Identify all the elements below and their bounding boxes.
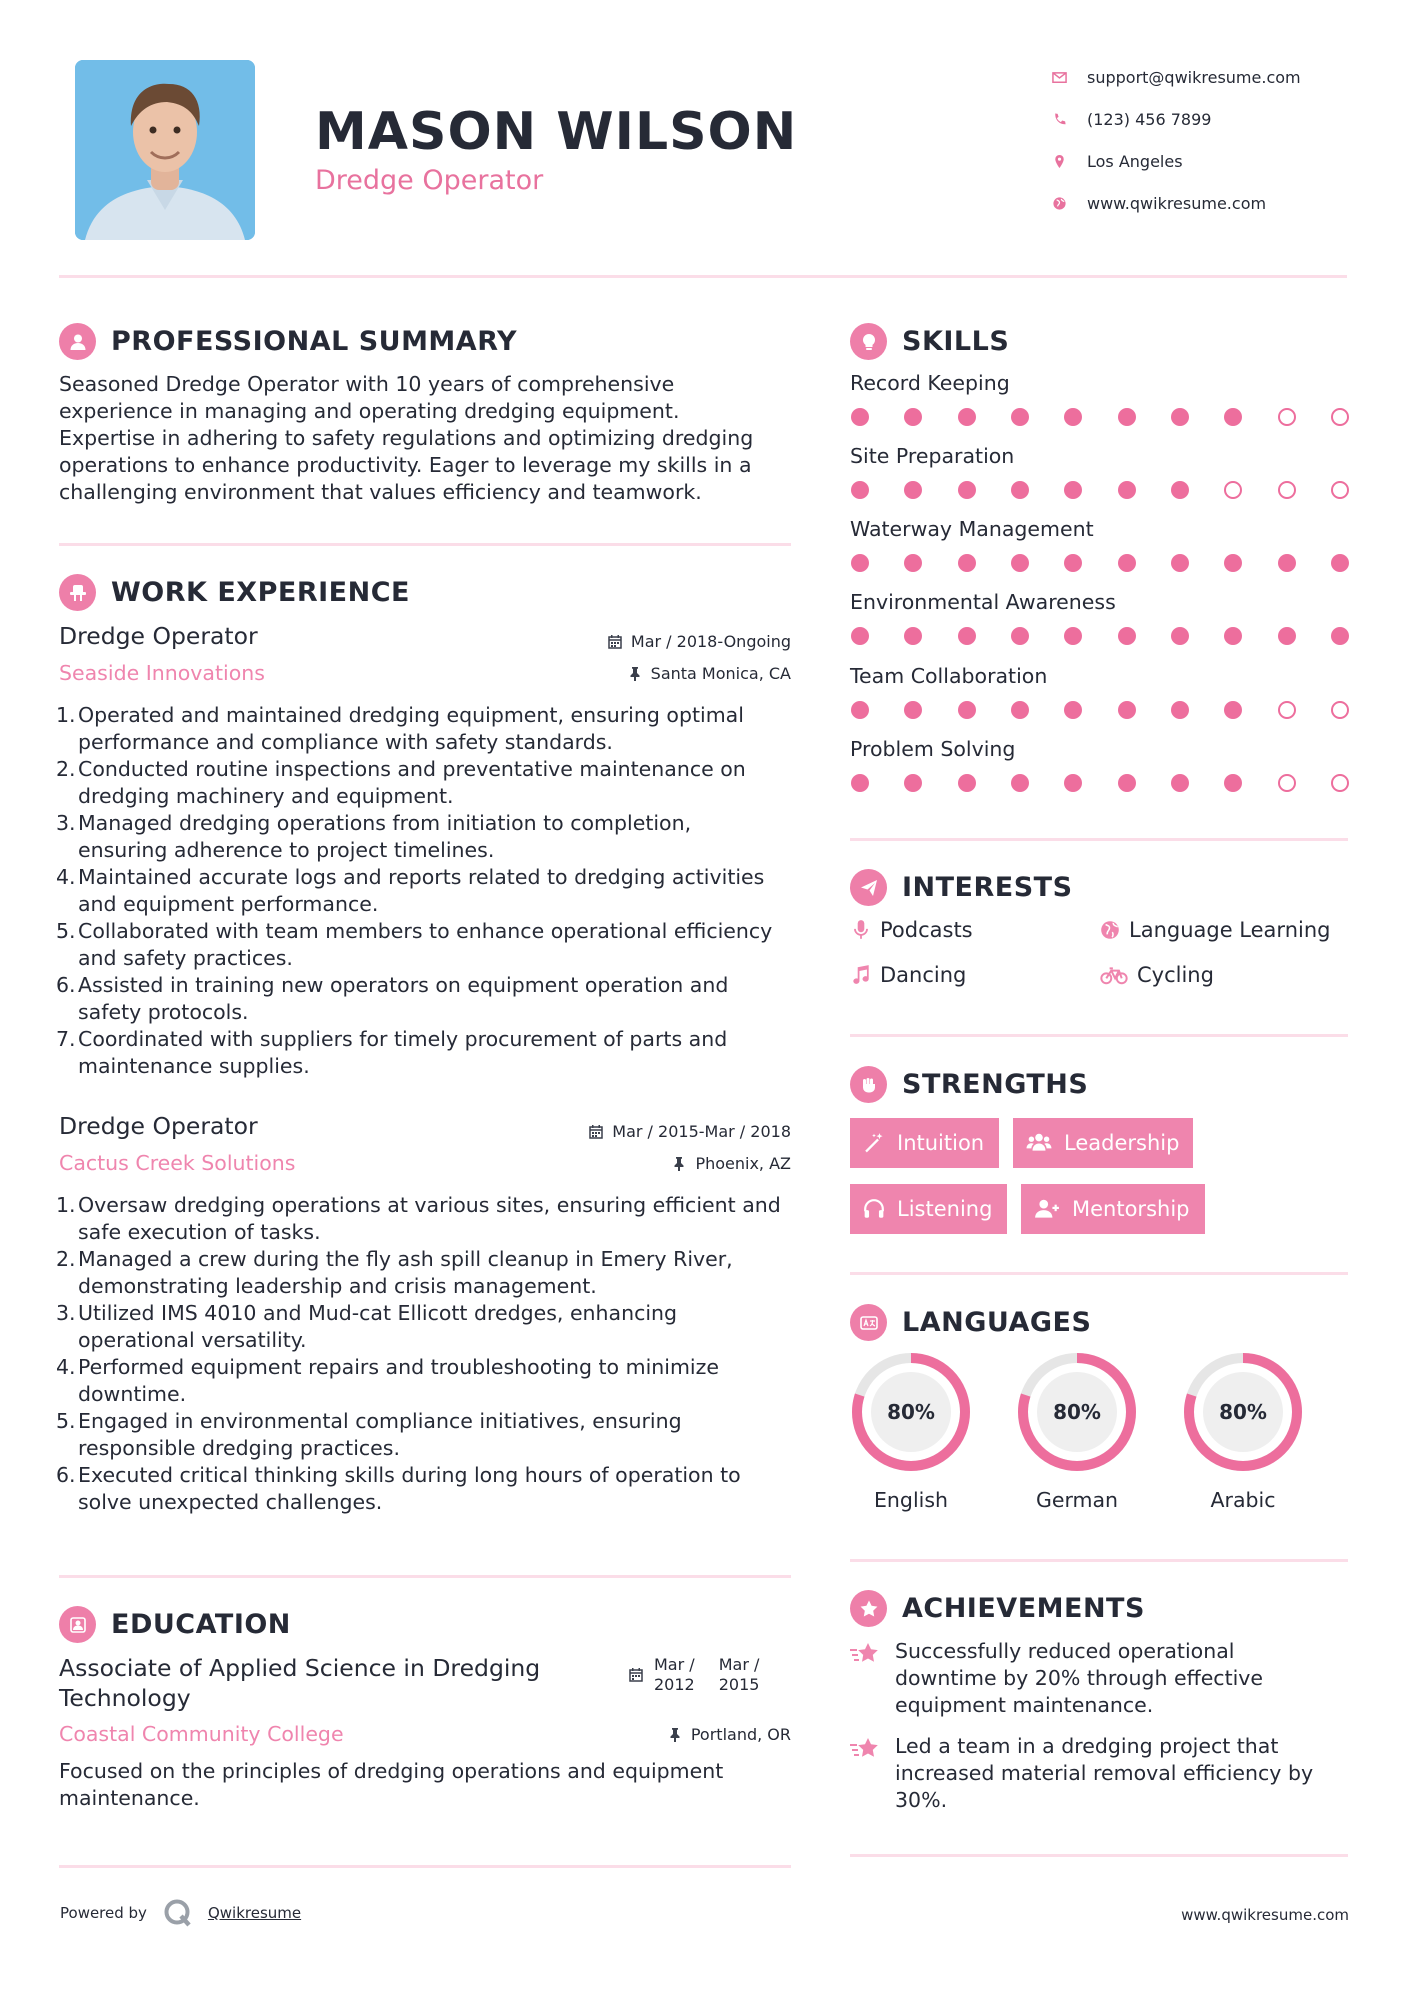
skill-name: Record Keeping <box>850 371 1010 395</box>
skill-dot-filled <box>1011 481 1029 499</box>
list-line: Collaborated with team members to enhance operational efficiency <box>78 919 773 943</box>
education-location <box>560 1725 791 1744</box>
list-line: Engaged in environmental compliance initiatives, ensuring <box>78 1409 682 1433</box>
language-percent: 80% <box>1037 1372 1117 1452</box>
list-line: Assisted in training new operators on equipment operation and <box>78 973 729 997</box>
skill-rating <box>851 481 1349 501</box>
briefcase-icon <box>59 574 96 611</box>
list-line: and safety practices. <box>78 946 293 970</box>
list-line: responsible dredging practices. <box>78 1436 400 1460</box>
strengths-heading <box>850 1066 1088 1103</box>
list-number: 5. <box>56 919 76 943</box>
shooting-star-icon <box>850 1733 895 1814</box>
education-end <box>719 1655 760 1695</box>
list-item <box>56 810 799 864</box>
interests-heading <box>850 869 1073 906</box>
interests-divider <box>850 1034 1348 1037</box>
skill-rating <box>851 408 1349 428</box>
strength-tag <box>850 1118 999 1168</box>
contact-website-text: www.qwikresume.com <box>1087 193 1267 213</box>
skill-dot-empty <box>1278 701 1296 719</box>
achievement-line: downtime by 20% through effective <box>895 1666 1264 1690</box>
strength-tag <box>1021 1184 1205 1234</box>
list-line: Executed critical thinking skills during long hours of operation to <box>78 1463 741 1487</box>
list-item <box>56 1192 799 1246</box>
shooting-star-icon <box>850 1638 895 1719</box>
skill-dot-filled <box>1064 481 1082 499</box>
achievement-line: 30%. <box>895 1788 948 1812</box>
skill-dot-filled <box>958 408 976 426</box>
skill-dot-filled <box>904 481 922 499</box>
skill-dot-filled <box>1171 774 1189 792</box>
skill-dot-empty <box>1278 408 1296 426</box>
skill-rating <box>851 627 1349 647</box>
achievements-heading-text: ACHIEVEMENTS <box>902 1593 1145 1624</box>
list-item <box>56 1354 799 1408</box>
summary-heading-text: PROFESSIONAL SUMMARY <box>111 326 518 357</box>
skill-dot-empty <box>1331 408 1349 426</box>
education-description <box>59 1758 799 1812</box>
list-item <box>56 1408 799 1462</box>
job-dates <box>500 1122 791 1141</box>
users-icon <box>1026 1132 1052 1154</box>
job-location <box>500 664 791 683</box>
education-heading-text: EDUCATION <box>111 1609 291 1640</box>
skill-dot-filled <box>958 554 976 572</box>
job-company: Seaside Innovations <box>59 661 265 685</box>
list-line: ensuring adherence to project timelines. <box>78 838 495 862</box>
strength-tag <box>1013 1118 1193 1168</box>
skill-dot-filled <box>1224 554 1242 572</box>
footer-website[interactable]: www.qwikresume.com <box>1181 1906 1349 1924</box>
calendar-icon <box>628 1667 644 1683</box>
job-dates-text: Mar / 2015-Mar / 2018 <box>612 1122 791 1141</box>
summary-line: experience in managing and operating dredging equipment. <box>59 399 680 423</box>
pushpin-icon <box>627 666 643 682</box>
interest-item <box>850 918 973 942</box>
list-number: 2. <box>56 757 76 781</box>
contact-email[interactable] <box>1052 56 1382 98</box>
list-line: safety protocols. <box>78 1000 249 1024</box>
skill-name: Environmental Awareness <box>850 590 1116 614</box>
contact-info <box>1052 56 1382 224</box>
education-end-month: Mar / <box>718 1655 760 1674</box>
skill-dot-filled <box>851 408 869 426</box>
skill-dot-empty <box>1331 481 1349 499</box>
summary-line: Expertise in adhering to safety regulations and optimizing dredging <box>59 426 754 450</box>
interests-heading-text: INTERESTS <box>902 872 1073 903</box>
skills-heading <box>850 323 1009 360</box>
education-start-month: Mar / <box>654 1655 695 1674</box>
achievement-line: equipment maintenance. <box>895 1693 1154 1717</box>
envelope-icon <box>1052 70 1087 85</box>
skill-dot-filled <box>904 554 922 572</box>
skill-dot-filled <box>851 627 869 645</box>
language-name: Arabic <box>1210 1488 1276 1512</box>
summary-line: operations to enhance productivity. Eager to leverage my skills in a <box>59 453 752 477</box>
interest-label: Language Learning <box>1129 918 1331 942</box>
job-location-text: Phoenix, AZ <box>695 1154 791 1173</box>
job-dates-text: Mar / 2018-Ongoing <box>630 632 791 651</box>
achievement-line: Led a team in a dredging project that <box>895 1734 1279 1758</box>
language-name: German <box>1035 1488 1119 1512</box>
list-line: demonstrating leadership and crisis management. <box>78 1274 597 1298</box>
skill-name: Problem Solving <box>850 737 1016 761</box>
interest-label: Cycling <box>1137 963 1214 987</box>
skill-dot-filled <box>958 774 976 792</box>
graduation-icon <box>59 1606 96 1643</box>
list-line: Oversaw dredging operations at various sites, ensuring efficient and <box>78 1193 781 1217</box>
achievement-item <box>850 1638 1348 1719</box>
list-line: Managed a crew during the fly ash spill cleanup in Emery River, <box>78 1247 733 1271</box>
list-number: 4. <box>56 865 76 889</box>
skill-dot-filled <box>1224 774 1242 792</box>
list-line: operational versatility. <box>78 1328 307 1352</box>
calendar-icon <box>607 634 623 650</box>
interest-item <box>1099 918 1330 942</box>
map-pin-icon <box>1052 154 1087 169</box>
list-line: Managed dredging operations from initiation to completion, <box>78 811 692 835</box>
lightbulb-icon <box>850 323 887 360</box>
list-number: 3. <box>56 1301 76 1325</box>
strength-label: Listening <box>897 1197 993 1221</box>
education-description-line: maintenance. <box>59 1786 200 1810</box>
skill-dot-filled <box>1171 408 1189 426</box>
skill-dot-filled <box>904 627 922 645</box>
language-percent: 80% <box>871 1372 951 1452</box>
list-line: Utilized IMS 4010 and Mud-cat Ellicott dredges, enhancing <box>78 1301 678 1325</box>
list-item <box>56 1462 799 1516</box>
list-item <box>56 1026 799 1080</box>
language-ring <box>1181 1350 1305 1474</box>
list-line: maintenance supplies. <box>78 1054 310 1078</box>
degree-line: Technology <box>59 1684 191 1712</box>
skill-dot-filled <box>1064 701 1082 719</box>
skill-dot-filled <box>1171 481 1189 499</box>
skill-dot-filled <box>1171 554 1189 572</box>
job-location-text: Santa Monica, CA <box>650 664 791 683</box>
education-heading <box>59 1606 291 1643</box>
skill-dot-filled <box>1064 554 1082 572</box>
job-location <box>500 1154 791 1173</box>
strength-label: Leadership <box>1064 1131 1180 1155</box>
list-number: 5. <box>56 1409 76 1433</box>
languages-divider <box>850 1559 1348 1562</box>
fist-icon <box>850 1066 887 1103</box>
qwikresume-link[interactable]: Qwikresume <box>207 1904 302 1922</box>
skill-dot-filled <box>851 701 869 719</box>
phone-icon <box>1052 112 1087 127</box>
skill-dot-filled <box>1118 774 1136 792</box>
skill-dot-filled <box>1171 701 1189 719</box>
strengths-divider <box>850 1272 1348 1275</box>
user-plus-icon <box>1034 1198 1060 1220</box>
job-bullets <box>56 702 799 1080</box>
contact-location <box>1052 140 1382 182</box>
summary-line: Seasoned Dredge Operator with 10 years of comprehensive <box>59 372 675 396</box>
list-number: 7. <box>56 1027 76 1051</box>
profile-photo <box>75 60 255 240</box>
school-name: Coastal Community College <box>59 1722 344 1746</box>
list-line: Operated and maintained dredging equipment, ensuring optimal <box>78 703 744 727</box>
skill-dot-filled <box>1224 701 1242 719</box>
list-item <box>56 972 799 1026</box>
skill-dot-filled <box>1118 408 1136 426</box>
list-line: dredging machinery and equipment. <box>78 784 454 808</box>
list-number: 1. <box>56 1193 76 1217</box>
powered-by <box>60 1898 301 1928</box>
languages-heading-text: LANGUAGES <box>902 1307 1092 1338</box>
skill-dot-filled <box>1064 774 1082 792</box>
skill-dot-filled <box>1224 627 1242 645</box>
language-ring <box>849 1350 973 1474</box>
degree-title <box>59 1653 619 1713</box>
language-ring <box>1015 1350 1139 1474</box>
job-role: Dredge Operator <box>59 622 258 650</box>
skill-dot-empty <box>1331 701 1349 719</box>
skill-name: Waterway Management <box>850 517 1094 541</box>
skill-dot-filled <box>851 554 869 572</box>
pushpin-icon <box>667 1727 683 1743</box>
powered-by-label: Powered by <box>60 1904 147 1922</box>
magic-wand-icon <box>863 1132 885 1154</box>
list-number: 6. <box>56 1463 76 1487</box>
language-icon <box>850 1304 887 1341</box>
skill-dot-filled <box>1331 627 1349 645</box>
skill-rating <box>851 701 1349 721</box>
skill-dot-filled <box>1011 408 1029 426</box>
interest-label: Dancing <box>880 963 967 987</box>
education-description-line: Focused on the principles of dredging operations and equipment <box>59 1759 724 1783</box>
skill-dot-filled <box>904 701 922 719</box>
list-line: Performed equipment repairs and troubleshooting to minimize <box>78 1355 720 1379</box>
list-number: 2. <box>56 1247 76 1271</box>
skill-dot-filled <box>1278 627 1296 645</box>
skill-dot-empty <box>1331 774 1349 792</box>
music-note-icon <box>850 964 872 986</box>
qwikresume-logo-icon <box>163 1898 193 1928</box>
strength-tag <box>850 1184 1007 1234</box>
user-icon <box>59 323 96 360</box>
experience-heading-text: WORK EXPERIENCE <box>111 577 410 608</box>
skill-dot-filled <box>851 774 869 792</box>
contact-phone[interactable] <box>1052 98 1382 140</box>
education-divider <box>59 1865 791 1868</box>
candidate-name: MASON WILSON <box>315 102 798 162</box>
skill-dot-filled <box>1224 408 1242 426</box>
experience-heading <box>59 574 410 611</box>
contact-phone-text: (123) 456 7899 <box>1087 109 1212 129</box>
list-number: 6. <box>56 973 76 997</box>
candidate-job-title: Dredge Operator <box>315 165 544 196</box>
achievements-divider <box>850 1854 1348 1857</box>
contact-location-text: Los Angeles <box>1087 151 1183 171</box>
skill-dot-empty <box>1224 481 1242 499</box>
strength-label: Mentorship <box>1072 1197 1190 1221</box>
skill-dot-filled <box>958 627 976 645</box>
skills-heading-text: SKILLS <box>902 326 1010 357</box>
list-line: and equipment performance. <box>78 892 379 916</box>
list-number: 1. <box>56 703 76 727</box>
calendar-icon <box>588 1124 604 1140</box>
list-item <box>56 702 799 756</box>
job-dates <box>500 632 791 651</box>
skill-dot-filled <box>1011 701 1029 719</box>
skill-dot-filled <box>851 481 869 499</box>
education-end-year: 2015 <box>718 1675 760 1694</box>
achievements-heading <box>850 1590 1145 1627</box>
languages-heading <box>850 1304 1091 1341</box>
skill-dot-filled <box>1331 554 1349 572</box>
globe-icon <box>1099 919 1121 941</box>
language-name: English <box>873 1488 949 1512</box>
job-role: Dredge Operator <box>59 1112 258 1140</box>
degree-line: Associate of Applied Science in Dredging <box>59 1654 541 1682</box>
interest-item <box>1099 963 1214 987</box>
skill-dot-filled <box>958 481 976 499</box>
list-line: downtime. <box>78 1382 187 1406</box>
summary-text <box>59 371 799 506</box>
list-item <box>56 1300 799 1354</box>
list-line: Conducted routine inspections and preventative maintenance on <box>78 757 746 781</box>
skill-dot-filled <box>958 701 976 719</box>
contact-email-text: support@qwikresume.com <box>1087 67 1301 87</box>
list-line: solve unexpected challenges. <box>78 1490 383 1514</box>
skill-rating <box>851 554 1349 574</box>
list-item <box>56 756 799 810</box>
list-line: Maintained accurate logs and reports related to dredging activities <box>78 865 765 889</box>
header-divider <box>59 275 1347 278</box>
education-start-year: 2012 <box>654 1675 695 1694</box>
summary-divider <box>59 543 791 546</box>
skill-dot-filled <box>1118 627 1136 645</box>
achievement-line: increased material removal efficiency by <box>895 1761 1314 1785</box>
skill-name: Team Collaboration <box>850 664 1048 688</box>
skill-dot-filled <box>1118 481 1136 499</box>
list-item <box>56 918 799 972</box>
globe-icon <box>1052 196 1087 211</box>
microphone-icon <box>850 919 872 941</box>
skill-rating <box>851 774 1349 794</box>
skill-name: Site Preparation <box>850 444 1015 468</box>
strengths-heading-text: STRENGTHS <box>902 1069 1089 1100</box>
list-number: 3. <box>56 811 76 835</box>
skill-dot-filled <box>1011 774 1029 792</box>
education-location-text: Portland, OR <box>690 1725 791 1744</box>
skill-dot-filled <box>1011 627 1029 645</box>
list-line: safe execution of tasks. <box>78 1220 321 1244</box>
achievement-line: Successfully reduced operational <box>895 1639 1235 1663</box>
skill-dot-empty <box>1278 774 1296 792</box>
list-item <box>56 864 799 918</box>
star-badge-icon <box>850 1590 887 1627</box>
interest-item <box>850 963 966 987</box>
experience-divider <box>59 1575 791 1578</box>
list-number: 4. <box>56 1355 76 1379</box>
headphones-icon <box>863 1198 885 1220</box>
summary-line: challenging environment that values efficiency and teamwork. <box>59 480 702 504</box>
job-company: Cactus Creek Solutions <box>59 1151 296 1175</box>
skill-dot-filled <box>1118 554 1136 572</box>
skill-dot-filled <box>1064 627 1082 645</box>
list-line: Coordinated with suppliers for timely procurement of parts and <box>78 1027 728 1051</box>
list-item <box>56 1246 799 1300</box>
language-percent: 80% <box>1203 1372 1283 1452</box>
skill-dot-filled <box>1278 554 1296 572</box>
pushpin-icon <box>671 1156 687 1172</box>
achievement-item <box>850 1733 1348 1814</box>
education-start <box>654 1655 695 1695</box>
skills-divider <box>850 838 1348 841</box>
education-dates <box>628 1655 759 1695</box>
summary-heading <box>59 323 517 360</box>
interest-label: Podcasts <box>880 918 973 942</box>
skill-dot-filled <box>904 774 922 792</box>
skill-dot-filled <box>904 408 922 426</box>
skill-dot-filled <box>1064 408 1082 426</box>
bicycle-icon <box>1099 964 1129 986</box>
skill-dot-filled <box>1011 554 1029 572</box>
strength-label: Intuition <box>897 1131 985 1155</box>
job-bullets <box>56 1192 799 1516</box>
list-line: performance and compliance with safety standards. <box>78 730 613 754</box>
contact-website[interactable] <box>1052 182 1382 224</box>
skill-dot-filled <box>1118 701 1136 719</box>
skill-dot-empty <box>1278 481 1296 499</box>
skill-dot-filled <box>1171 627 1189 645</box>
paper-plane-icon <box>850 869 887 906</box>
